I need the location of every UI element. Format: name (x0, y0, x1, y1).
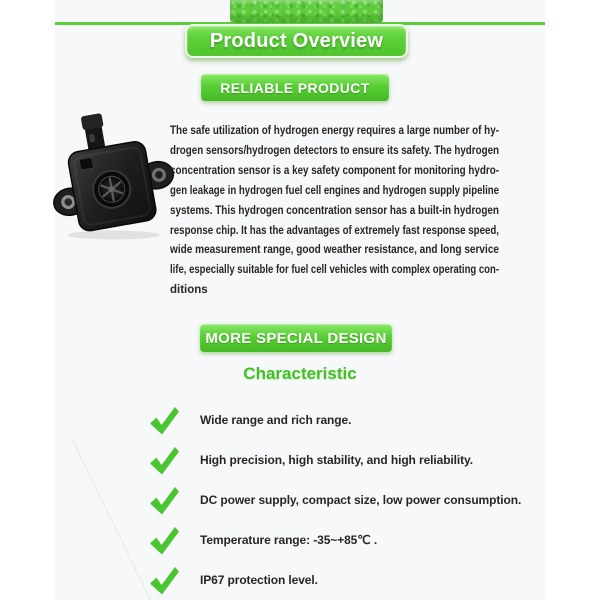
check-icon (148, 446, 180, 475)
page-title: Product Overview (209, 29, 384, 52)
page-title-banner (185, 24, 408, 58)
feature-item (148, 480, 548, 520)
description-line: The safe utilization of hydrogen energy requires a large number of hy- (170, 125, 499, 137)
header-texture-tab (230, 0, 383, 23)
feature-item (148, 520, 548, 560)
description-line: wide measurement range, good weather resistance, and long service (170, 244, 499, 257)
product-description (170, 122, 499, 301)
description-line: concentration sensor is a key safety component for monitoring hydro- (170, 164, 499, 177)
more-special-design-badge (200, 324, 392, 352)
check-icon (148, 566, 180, 595)
feature-text: DC power supply, compact size, low power consumption. (200, 493, 522, 507)
description-line: drogen sensors/hydrogen detectors to ensure its safety. The hydrogen (170, 144, 499, 157)
reliable-product-label: RELIABLE PRODUCT (220, 79, 370, 96)
check-icon (148, 486, 180, 515)
more-special-design-label: MORE SPECIAL DESIGN (205, 329, 387, 347)
feature-item (148, 560, 548, 600)
characteristic-heading: Characteristic (243, 364, 357, 383)
feature-list (148, 400, 548, 600)
check-icon (148, 406, 180, 435)
feature-text: Temperature range: -35~+85℃ . (200, 533, 378, 547)
feature-item (148, 400, 548, 440)
hydrogen-sensor-photo (50, 110, 178, 240)
feature-text: Wide range and rich range. (200, 413, 352, 427)
feature-text: IP67 protection level. (200, 573, 318, 587)
description-line: ditions (170, 284, 208, 297)
description-line: gen leakage in hydrogen fuel cell engines and hydrogen supply pipeline (170, 184, 499, 197)
feature-item (148, 440, 548, 480)
description-line: response chip. It has the advantages of extremely fast response speed, (170, 224, 499, 237)
description-line: systems. This hydrogen concentration sensor has a built-in hydrogen (170, 204, 499, 217)
feature-text: High precision, high stability, and high reliability. (200, 453, 473, 467)
reliable-product-badge (201, 74, 389, 101)
check-icon (148, 526, 180, 555)
description-line: life, especially suitable for fuel cell vehicles with complex operating con- (170, 264, 499, 277)
